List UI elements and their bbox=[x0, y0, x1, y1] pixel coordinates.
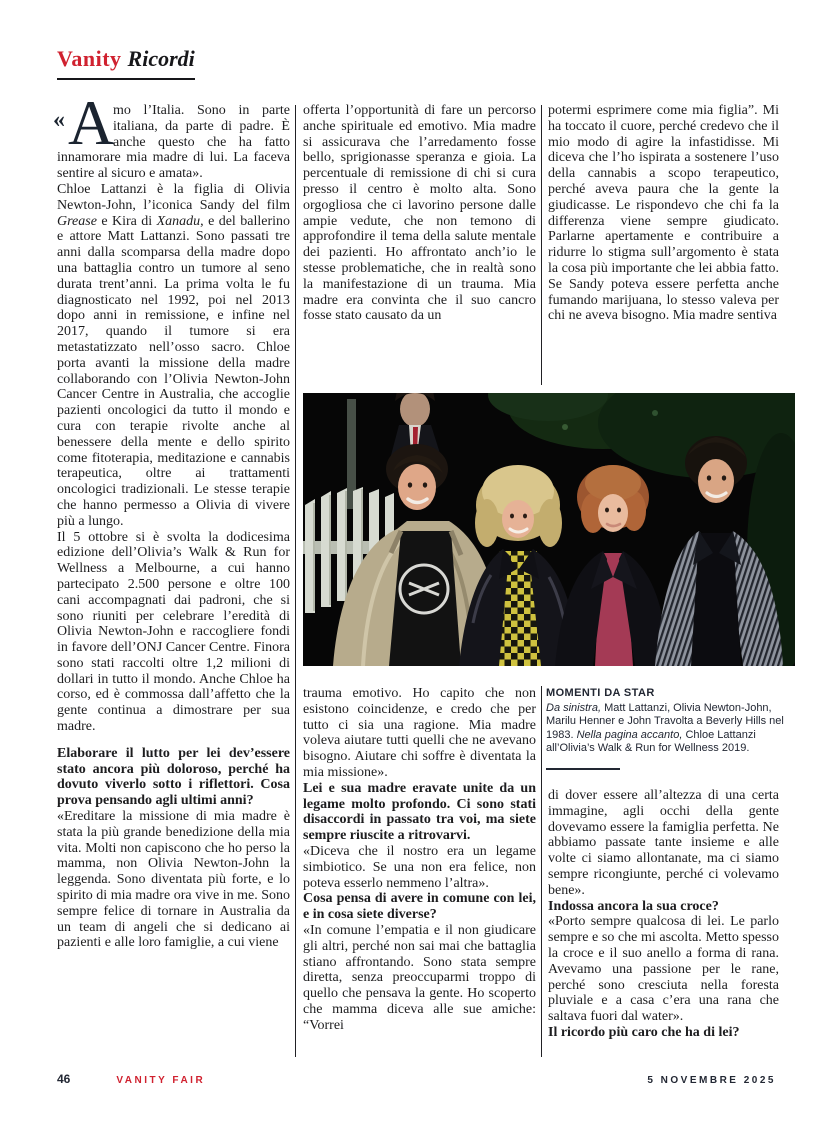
italic-text-run: Xanadu bbox=[156, 213, 201, 229]
text-run: trauma emotivo. Ho capito che non esistono coincidenze, e credo che per tutto ci sia una ragione. Mia madre voleva aiutare tutti quelli che ne avevano bisogno. Aiutare chi soffre è diventata la mia missione». bbox=[303, 686, 536, 780]
star-photo bbox=[303, 393, 795, 666]
text-run: Il 5 ottobre si è svolta la dodicesima edizione dell’Olivia’s Walk & Run for Wellness a Melbourne, a cui hanno partecipato 2.500 persone e oltre 100 cani accompagnati dai padroni, che si sono riuniti per celebrare l’eredità di Olivia Newton-John e raccogliere fondi in favore dell’ONJ Cancer Centre. Finora sono stati raccolti oltre 1,2 milioni di dollari in tutto il mondo. Anche Chloe ha corso, ed è commossa dall’affetto che la gente continua a dimostrare per sua madre. bbox=[57, 529, 290, 735]
italic-text-run: Nella pagina accanto, bbox=[576, 728, 683, 741]
caption-title: MOMENTI DA STAR bbox=[546, 687, 655, 699]
article-column-2-bottom bbox=[303, 686, 536, 1034]
photo-caption bbox=[546, 686, 785, 770]
column-divider bbox=[541, 686, 542, 1057]
article-paragraph bbox=[57, 182, 290, 530]
article-column-2-top bbox=[303, 103, 536, 324]
column-divider bbox=[295, 105, 296, 1057]
text-run: Elaborare il lutto per lei dev’essere stato ancora più doloroso, perché ha dovuto viverlo sotto i riflettori. Cosa prova pensando agli ultimi anni? bbox=[57, 745, 290, 809]
text-run: «Ereditare la missione di mia madre è stata la più grande benedizione della mia vita. Molti non capiscono che ho perso la mamma, non Olivia Newton-John la leggenda. Sono diventata più forte, e lo spirito di mia madre ora vive in me. Sono sempre felice di tornare in Australia da un team di angeli che si dedicano ai pazienti e alle loro famiglie, a cui viene bbox=[57, 809, 290, 951]
article-paragraph bbox=[303, 686, 536, 781]
page-number: 46 bbox=[57, 1072, 71, 1086]
photo-illustration bbox=[303, 393, 795, 666]
text-run: Lei e sua madre eravate unite da un legame molto profondo. Ci sono stati disaccordi in passato tra voi, ma siete sempre riuscite a ritrovarvi. bbox=[303, 780, 536, 844]
interview-question bbox=[57, 746, 290, 809]
article-paragraph bbox=[303, 103, 536, 324]
brand-logo: Vanity bbox=[57, 46, 122, 71]
text-run: Chloe Lattanzi è la figlia di Olivia Newton-John, l’iconica Sandy del film bbox=[57, 181, 290, 213]
drop-cap-letter: A bbox=[68, 87, 115, 158]
text-run: «Porto sempre qualcosa di lei. Le parlo sempre e so che mi ascolta. Metto spesso la croce e il suo anello a forma di rana. Avevamo una passione per le rane, perché sono cresciuta nella foresta pluviale e a casa c’era una rana che saltava fuori dal water». bbox=[548, 914, 779, 1025]
page-footer bbox=[57, 1072, 776, 1086]
article-column-1 bbox=[53, 87, 290, 951]
text-run: Indossa ancora la sua croce? bbox=[548, 898, 719, 914]
opening-guillemet: « bbox=[53, 107, 65, 133]
interview-question bbox=[548, 1025, 779, 1041]
caption-body bbox=[546, 702, 785, 756]
drop-cap-group bbox=[53, 87, 115, 158]
interview-question bbox=[303, 891, 536, 923]
footer-date: 5 NOVEMBRE 2025 bbox=[647, 1075, 776, 1086]
interview-question bbox=[548, 899, 779, 915]
text-run: di dover essere all’altezza di una certa immagine, agli occhi della gente dovevamo essere la famiglia perfetta. Ne abbiamo passate tante insieme e alle volte ci siamo allontanate, ma ci siamo sempre ricongiunte, perché ci volevamo bene». bbox=[548, 788, 779, 898]
column-divider bbox=[541, 105, 542, 385]
article-paragraph bbox=[53, 87, 290, 182]
italic-text-run: Grease bbox=[57, 213, 97, 229]
text-run: Il ricordo più caro che ha di lei? bbox=[548, 1024, 740, 1040]
caption-rule bbox=[546, 768, 620, 770]
text-run: mo l’Italia. Sono in parte italiana, da parte di padre. È anche questo che ha fatto innamorare mia madre di lui. La faceva sentire al sicuro e amata». bbox=[57, 103, 290, 182]
article-paragraph bbox=[548, 788, 779, 899]
article-paragraph bbox=[303, 844, 536, 891]
article-paragraph bbox=[548, 914, 779, 1025]
italic-text-run: Da sinistra, bbox=[546, 702, 602, 714]
text-run: , e del ballerino e attore Matt Lattanzi. Sono passati tre anni dalla scomparsa della madre dopo una battaglia contro un tumore al seno durata trent’anni. La prima volta le fu diagnosticato nel 1992, poi nel 2013 dopo anni in remissione, e infine nel 2017, quando il tumore si era metastatizzato nell’osso sacro. Chloe porta avanti la missione della madre collaborando con l’Olivia Newton-John Cancer Centre in Australia, che accoglie pazienti oncologici da tutto il mondo e cura con terapie rivolte anche al benessere della mente e dello spirito come fitoterapia, meditazione e cannabis terapeutica, oltre ai trattamenti oncologici tradizionali. Le stesse terapie che hanno permesso a Olivia di vivere più a lungo. bbox=[57, 213, 290, 529]
text-run: «In comune l’empatia e il non giudicare gli altri, perché non sai mai che battaglia stiano affrontando. Sono stata sempre diretta, senza preoccuparmi troppo di quello che pensava la gente. Ho scoperto che mamma diceva alle sue amiche: “Vorrei bbox=[303, 922, 536, 1033]
text-run: Cosa pensa di avere in comune con lei, e in cosa siete diverse? bbox=[303, 891, 536, 923]
interview-question bbox=[303, 781, 536, 844]
article-column-3-top bbox=[548, 103, 779, 324]
article-paragraph bbox=[57, 530, 290, 735]
footer-magazine-name: VANITY FAIR bbox=[116, 1075, 206, 1086]
section-title: Ricordi bbox=[127, 46, 195, 71]
page-header bbox=[57, 46, 195, 80]
text-run: Matt Lattanzi, Olivia Newton-John, Marilu Henner e John Travolta a Beverly Hills nel 1983. bbox=[546, 702, 784, 741]
article-paragraph bbox=[303, 923, 536, 1034]
text-run: e Kira di bbox=[96, 213, 157, 229]
text-run: potermi esprimere come mia figlia”. Mi ha toccato il cuore, perché credevo che il mio modo di agire la infastidisse. Mi diceva che l’ho ispirata a sostenere l’uso della cannabis a scopo terapeutico, perché aveva paura che la gente la giudicasse. Le rispondevo che chi fa la differenza viene sempre giudicato. Parlarne apertamente e contribuire a ridurre lo stigma sull’argomento è stata la cosa più importante che lei abbia fatto. Se Sandy poteva essere perfetta anche fumando marijuana, lo stesso valeva per chi ne aveva bisogno. Mia madre sentiva bbox=[548, 103, 779, 324]
article-paragraph bbox=[548, 103, 779, 324]
article-paragraph bbox=[57, 809, 290, 951]
text-run: offerta l’opportunità di fare un percorso anche spirituale ed emotivo. Mia madre si assicurava che l’arredamento fosse bello, sprigionasse speranza e gioia. La percentuale di remissione di chi si cura presso il centro è molto alta. Sono orgogliosa che ci lavorino persone dalle ampie vedute, che non temono di approfondire il tema della salute mentale dei pazienti. Ho affrontato anch’io le stesse problematiche, che in realtà sono la manifestazione di un trauma. Mia madre era convinta che il suo cancro fosse stato causato da un bbox=[303, 103, 536, 324]
text-run: «Diceva che il nostro era un legame simbiotico. Se una non era felice, non poteva esserlo nemmeno l’altra». bbox=[303, 843, 536, 891]
article-column-3-bottom bbox=[548, 788, 779, 1041]
text-run: Chloe Lattanzi all’Olivia’s Walk & Run for Wellness 2019. bbox=[546, 728, 756, 755]
